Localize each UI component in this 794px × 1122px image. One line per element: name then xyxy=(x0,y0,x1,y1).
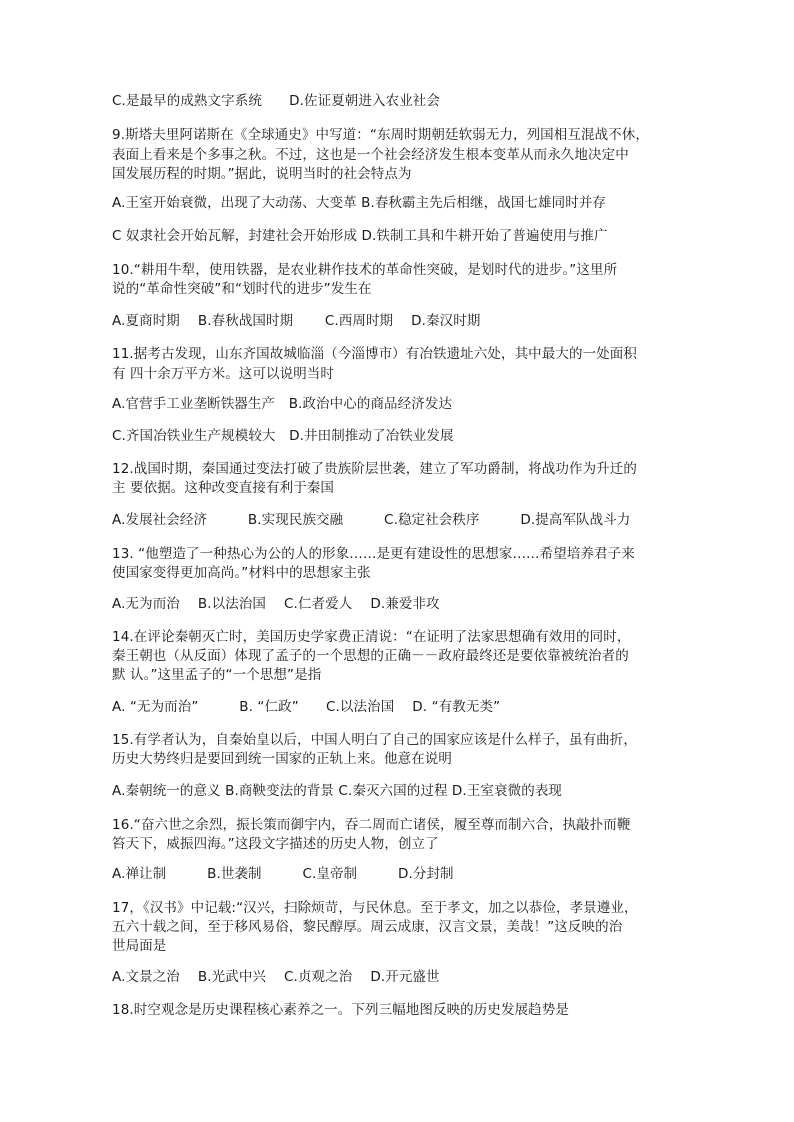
line-q10-options: A.夏商时期 B.春秋战国时期 C.西周时期 D.秦汉时期 xyxy=(112,313,481,329)
line-q10-stem-1: 10.“耕用牛犁，使用铁器，是农业耕作技术的革命性突破，是划时代的进步。”这里所 xyxy=(112,262,618,278)
line-q11-options-cd: C.齐国冶铁业生产规模较大 D.井田制推动了冶铁业发展 xyxy=(112,428,454,444)
line-q14-stem-1: 14.在评论秦朝灭亡时，美国历史学家费正清说：“在证明了法家思想确有效用的同时， xyxy=(112,629,631,645)
line-q11-stem-1: 11.据考古发现，山东齐国故城临淄（今淄博市）有冶铁遗址六处，其中最大的一处面积 xyxy=(112,346,637,362)
line-q15-options: A.秦朝统一的意义 B.商鞅变法的背景 C.秦灭六国的过程 D.王室衰微的表现 xyxy=(112,783,563,799)
line-q17-stem-1: 17，《汉书》中记载:“汉兴，扫除烦苛，与民休息。至于孝文，加之以恭俭，孝景遵业， xyxy=(112,900,638,916)
line-q12-stem-2: 主 要依据。这种改变直接有利于秦国 xyxy=(112,480,334,496)
line-q9-stem-2: 表面上看来是个多事之秋。不过，这也是一个社会经济发生根本变革从而永久地决定中 xyxy=(112,147,629,163)
line-q9-stem-1: 9.斯塔夫里阿诺斯在《全球通史》中写道：“东周时期朝廷软弱无力，列国相互混战不休， xyxy=(112,127,649,143)
line-q16-options: A.禅让制 B.世袭制 C.皇帝制 D.分封制 xyxy=(112,866,454,882)
line-q9-stem-3: 国发展历程的时期。”据此，说明当时的社会特点为 xyxy=(112,166,412,182)
line-q9-options-cd: C 奴隶社会开始瓦解，封建社会开始形成 D.铁制工具和牛耕开始了普遍使用与推广 xyxy=(112,228,608,244)
line-q13-options: A.无为而治 B.以法治国 C.仁者爱人 D.兼爱非攻 xyxy=(112,596,440,612)
line-q14-stem-2: 秦王朝也（从反面）体现了孟子的一个思想的正确－－政府最终还是要依靠被统治者的 xyxy=(112,648,629,664)
line-q16-stem-2: 笞天下，威振四海。”这段文字描述的历史人物，创立了 xyxy=(112,836,439,852)
line-q15-stem-2: 历史大势终归是要回到统一国家的正轨上来。他意在说明 xyxy=(112,751,452,767)
line-q10-stem-2: 说的“革命性突破”和“划时代的进步”发生在 xyxy=(112,281,372,297)
line-q11-stem-2: 有 四十余万平方米。这可以说明当时 xyxy=(112,366,334,382)
line-q11-options-ab: A.官营手工业垄断铁器生产 B.政治中心的商品经济发达 xyxy=(112,396,453,412)
line-q18-stem: 18.时空观念是历史课程核心素养之一。下列三幅地图反映的历史发展趋势是 xyxy=(112,1002,569,1018)
line-q17-stem-3: 世局面是 xyxy=(112,938,167,954)
line-q16-stem-1: 16.“奋六世之余烈，振长策而御宇内，吞二周而亡诸侯，履至尊而制六合，执敲扑而鞭 xyxy=(112,817,631,833)
line-q8-options-cd: C.是最早的成熟文字系统 D.佐证夏朝进入农业社会 xyxy=(112,93,441,109)
line-q13-stem-2: 使国家变得更加高尚。”材料中的思想家主张 xyxy=(112,565,371,581)
line-q12-stem-1: 12.战国时期，秦国通过变法打破了贵族阶层世袭，建立了军功爵制，将战功作为升迁的 xyxy=(112,461,637,477)
line-q14-options: A. “无为而治” B. “仁政” C.以法治国 D. “有教无类” xyxy=(112,699,501,715)
line-q15-stem-1: 15.有学者认为，自秦始皇以后，中国人明白了自己的国家应该是什么样子，虽有曲折， xyxy=(112,732,637,748)
line-q9-options-ab: A.王室开始衰微，出现了大动荡、大变革 B.春秋霸主先后相继，战国七雄同时并存 xyxy=(112,195,607,211)
line-q14-stem-3: 默 认。”这里孟子的“一个思想”是指 xyxy=(112,667,322,683)
line-q12-options: A.发展社会经济 B.实现民族交融 C.稳定社会秩序 D.提高军队战斗力 xyxy=(112,512,631,528)
line-q17-stem-2: 五六十载之间，至于移风易俗，黎民醇厚。周云成康，汉言文景，美哉！”这反映的治 xyxy=(112,919,623,935)
line-q17-options: A.文景之治 B.光武中兴 C.贞观之治 D.开元盛世 xyxy=(112,969,440,985)
line-q13-stem-1: 13. “他塑造了一种热心为公的人的形象……是更有建设性的思想家……希望培养君子来 xyxy=(112,546,635,562)
